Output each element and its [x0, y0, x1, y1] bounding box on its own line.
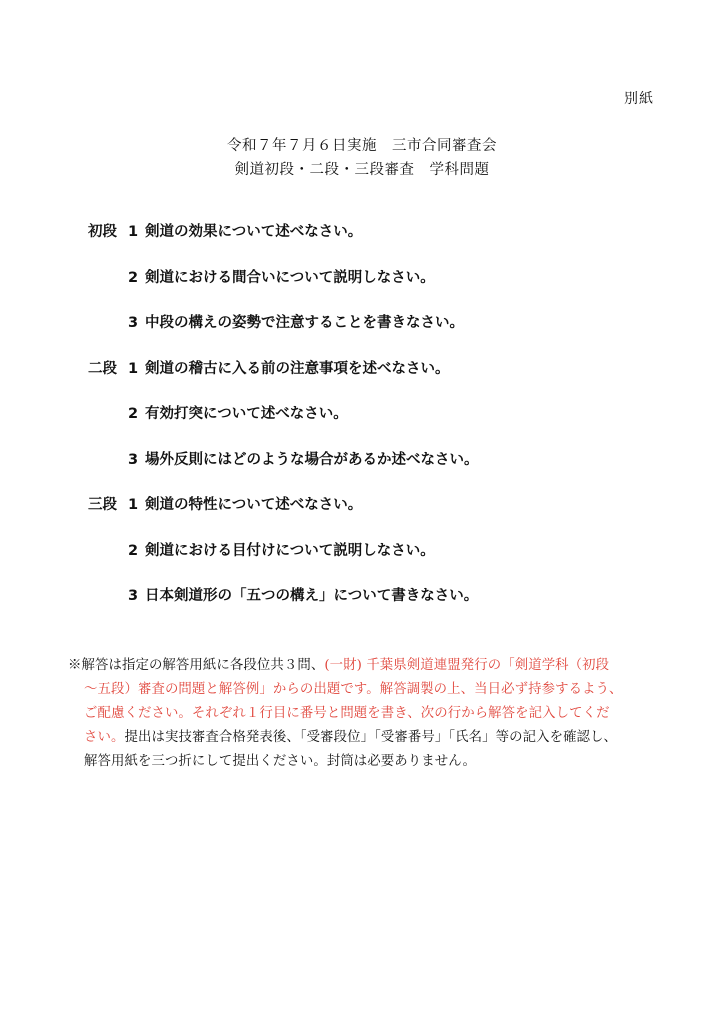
grade-label-sandan: 三段 — [88, 497, 117, 513]
grade-label-nidan: 二段 — [88, 360, 117, 377]
question-number: 3 — [127, 315, 139, 331]
grade-label-shodan: 初段 — [88, 224, 117, 240]
question-text: 中段の構えの姿勢で注意することを書きなさい。 — [145, 315, 464, 331]
attachment-label: 別紙 — [624, 91, 654, 107]
question-text: 日本剣道形の「五つの構え」について書きなさい。 — [145, 588, 479, 604]
question-number: 3 — [127, 588, 139, 604]
header-title-line: 剣道初段・二段・三段審査 学科問題 — [234, 162, 490, 178]
question-text: 剣道における間合いについて説明しなさい。 — [145, 269, 435, 286]
question-text: 場外反則にはどのような場合があるか述べなさい。 — [145, 451, 479, 468]
note-text: 解答用紙を三つ折にして提出ください。封筒は必要ありません。 — [84, 754, 477, 769]
question-text: 剣道の特性について述べなさい。 — [145, 497, 363, 513]
note-highlight: ～五段）審査の問題と解答例」からの出題です。解答調製の上、当日必ず持参するよう、 — [84, 682, 623, 697]
note-line-2 — [68, 678, 668, 702]
question-number: 2 — [127, 542, 139, 559]
note-line-3 — [68, 702, 668, 726]
question-number: 2 — [127, 406, 139, 422]
note-line-5 — [68, 750, 668, 774]
note-text: ※解答は指定の解答用紙に各段位共３問、 — [68, 658, 325, 673]
note-line-4 — [68, 726, 668, 750]
header-event-line: 令和７年７月６日実施 三市合同審査会 — [227, 138, 497, 154]
note-text: 提出は実技審査合格発表後、「受審段位」「受審番号」「氏名」等の記入を確認し、 — [124, 730, 618, 745]
question-number: 2 — [127, 269, 139, 286]
document-header — [0, 134, 724, 182]
question-number: 3 — [127, 451, 139, 468]
note-line-1 — [68, 654, 668, 678]
question-text: 剣道の効果について述べなさい。 — [145, 224, 363, 240]
question-number: 1 — [127, 224, 139, 240]
note-highlight: (一財) 千葉県剣道連盟発行の「剣道学科（初段 — [324, 658, 610, 673]
answer-instructions-note — [68, 654, 668, 774]
question-number: 1 — [127, 497, 139, 513]
question-number: 1 — [127, 360, 139, 377]
question-text: 剣道における目付けについて説明しなさい。 — [145, 542, 435, 559]
note-highlight: ご配慮ください。それぞれ１行目に番号と問題を書き、次の行から解答を記入してくだ — [84, 706, 610, 721]
note-highlight: さい。 — [84, 730, 125, 745]
question-text: 剣道の稽古に入る前の注意事項を述べなさい。 — [145, 360, 450, 377]
question-text: 有効打突について述べなさい。 — [145, 406, 348, 422]
